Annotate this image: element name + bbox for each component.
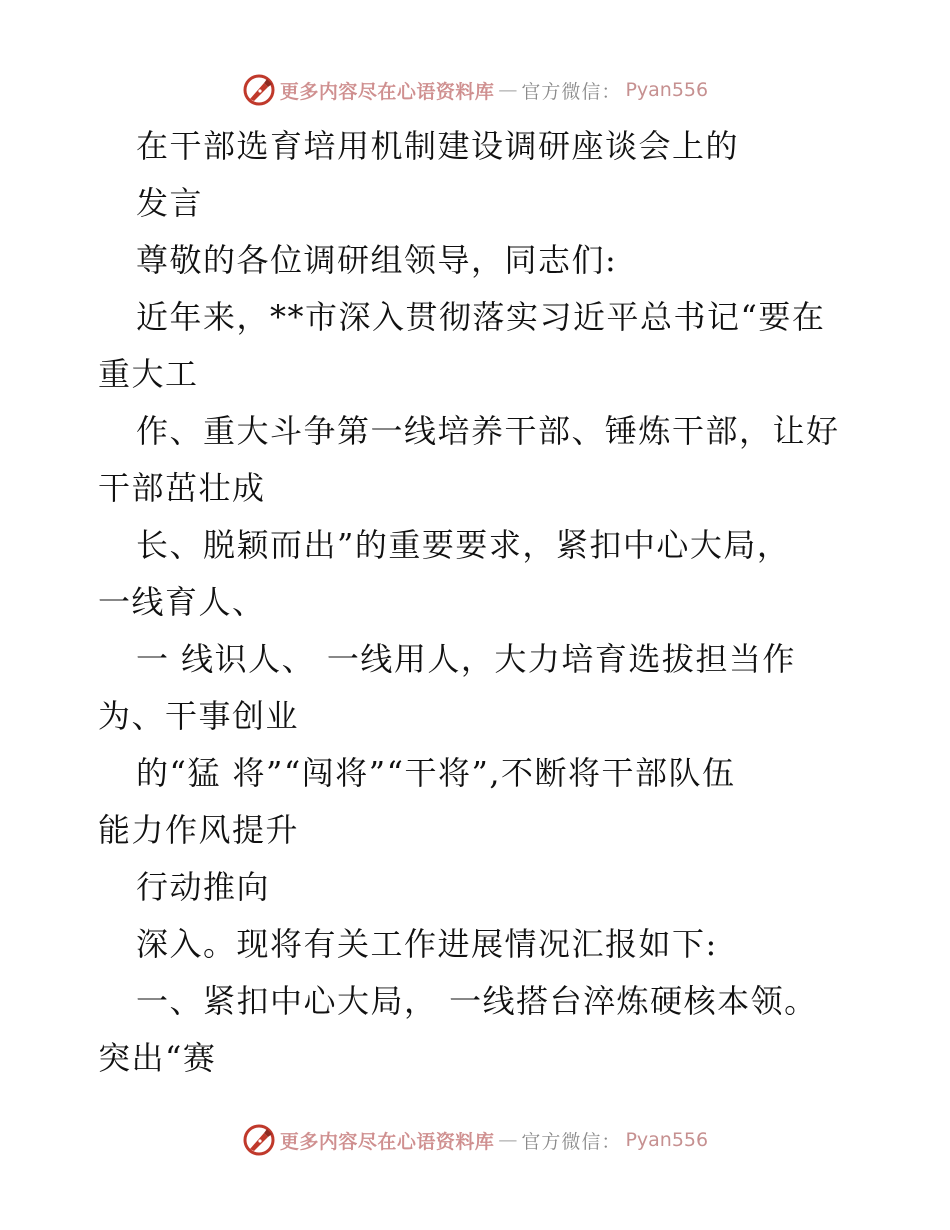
document-salutation: 尊敬的各位调研组领导，同志们: (136, 241, 618, 279)
document-title-line-2: 发言 (136, 184, 204, 222)
pen-nib-circle-icon (242, 73, 276, 107)
watermark-wechat-id: Pyan556 (625, 79, 709, 101)
document-line: 重大工 (98, 355, 199, 393)
document-line: 为、干事创业 (98, 697, 300, 735)
watermark-separator: — (498, 1129, 518, 1151)
watermark-main-text: 更多内容尽在心语资料库 (279, 1130, 495, 1153)
watermark-wechat-id: Pyan556 (625, 1129, 709, 1151)
document-line: 行动推向 (136, 868, 271, 906)
document-line: 深入。现将有关工作进展情况汇报如下: (136, 925, 718, 963)
header-watermark (0, 70, 950, 110)
document-line: 一 线识人、 一线用人，大力培育选拔担当作 (136, 640, 796, 678)
pen-nib-circle-icon (242, 1123, 276, 1157)
footer-watermark (0, 1120, 950, 1160)
document-line: 突出“赛 (98, 1039, 217, 1077)
document-line: 近年来，**市深入贯彻落实习近平总书记“要在 (136, 298, 826, 336)
document-line: 长、脱颖而出”的重要要求，紧扣中心大局， (136, 526, 791, 564)
document-line: 作、重大斗争第一线培养干部、锤炼干部，让好 (136, 412, 840, 450)
document-title-line-1: 在干部选育培用机制建设调研座谈会上的 (136, 127, 740, 165)
watermark-main-text: 更多内容尽在心语资料库 (279, 80, 495, 103)
watermark-official-label: 官方微信： (521, 1130, 622, 1153)
document-body (98, 118, 878, 1087)
watermark-separator: — (498, 79, 518, 101)
document-line: 能力作风提升 (98, 811, 300, 849)
watermark-official-label: 官方微信： (521, 80, 622, 103)
document-line: 干部茁壮成 (98, 469, 266, 507)
document-line: 的“猛 将”“闯将”“干将”,不断将干部队伍 (136, 754, 736, 792)
document-line: 一线育人、 (98, 583, 266, 621)
document-section-heading: 一、紧扣中心大局， 一线搭台淬炼硬核本领。 (136, 982, 818, 1020)
